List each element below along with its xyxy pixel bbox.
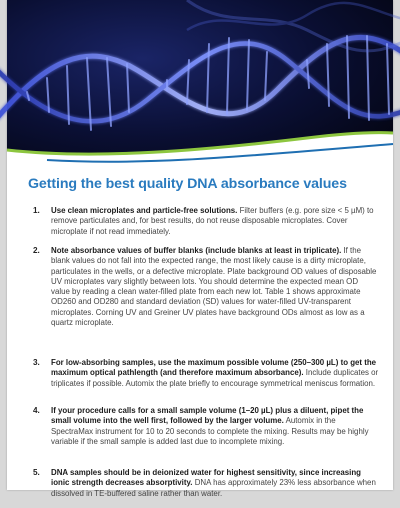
tips-list xyxy=(7,206,393,508)
list-item-number: 3. xyxy=(33,358,40,367)
list-item xyxy=(7,468,393,508)
list-item-body: If the blank values do not fall into the expected range, the most likely cause is a dirty microplate, particulates in the wells, or a defective microplate. Plate background OD values of disposable UV microplates vary slightly between lots. You should determine the expected mean OD value by reading a clean water-filled plate from each new lot. Table 1 shows approximate OD260 and OD280 and standard deviation (SD) values for water-filled UV-transparent microplates. Corning UV and Greiner UV plates have background ODs almost as low as a quartz microplate. xyxy=(51,246,377,328)
list-item-body: Filter buffers (e.g. pore size < 5 µM) to remove particulates and, for best results, do not reuse disposable microplates. Cover microplate if not read immediately. xyxy=(51,206,374,236)
document-page xyxy=(7,0,393,498)
list-item-lead: If your procedure calls for a small sample volume (1–20 µL) plus a diluent, pipet the small volume into the well first, followed by the larger volume. xyxy=(51,406,364,426)
list-item-body: Automix in the SpectraMax instrument for 10 to 20 seconds to complete the mixing. Results may be highly variable if the small sample is added last due to incomplete mixing. xyxy=(51,416,369,446)
list-item xyxy=(7,358,393,406)
list-item-text xyxy=(51,406,379,447)
list-item-lead: Note absorbance values of buffer blanks (include blanks at least in triplicate). xyxy=(51,246,342,255)
page-heading: Getting the best quality DNA absorbance values xyxy=(28,176,347,192)
list-item-body: DNA has approximately 23% less absorbance when dissolved in TE-buffered saline rather than water. xyxy=(51,478,376,498)
dna-helix-image xyxy=(7,0,393,168)
list-item-number: 4. xyxy=(33,406,40,415)
list-item-number: 5. xyxy=(33,468,40,477)
list-item xyxy=(7,406,393,468)
list-item-text xyxy=(51,206,379,237)
list-item xyxy=(7,246,393,358)
list-item-number: 1. xyxy=(33,206,40,215)
list-item-body: Include duplicates or triplicates if possible. Automix the plate briefly to encourage symmetrical meniscus formation. xyxy=(51,368,379,388)
list-item-lead: Use clean microplates and particle-free solutions. xyxy=(51,206,238,215)
list-item-text xyxy=(51,358,379,389)
list-item-text xyxy=(51,468,379,499)
list-item-number: 2. xyxy=(33,246,40,255)
list-item xyxy=(7,206,393,246)
list-item-lead: DNA samples should be in deionized water for highest sensitivity, since increasing ionic strength decreases absorptivity. xyxy=(51,468,361,488)
dna-helix-graphic xyxy=(7,0,393,168)
list-item-lead: For low-absorbing samples, use the maximum possible volume (250–300 µL) to get the maximum optical pathlength (and therefore maximum absorbance). xyxy=(51,358,377,378)
list-item-text xyxy=(51,246,379,328)
